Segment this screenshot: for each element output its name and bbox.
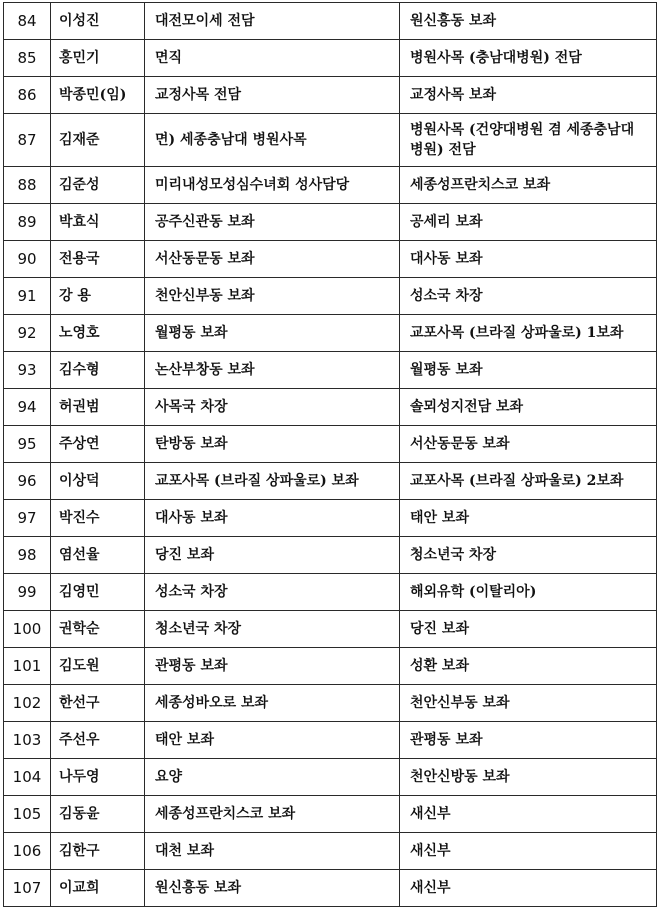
new-assignment: 관평동 보좌	[400, 722, 657, 759]
previous-assignment: 면) 세종충남대 병원사목	[145, 114, 400, 167]
new-assignment: 성소국 차장	[400, 278, 657, 315]
priest-name: 이교희	[51, 870, 145, 907]
row-number: 99	[4, 574, 51, 611]
previous-assignment: 대전모이세 전담	[145, 3, 400, 40]
row-number: 87	[4, 114, 51, 167]
priest-name: 박종민(임)	[51, 77, 145, 114]
new-assignment: 교포사목 (브라질 상파울로) 2보좌	[400, 463, 657, 500]
row-number: 91	[4, 278, 51, 315]
row-number: 86	[4, 77, 51, 114]
new-assignment: 새신부	[400, 796, 657, 833]
priest-name: 박효식	[51, 204, 145, 241]
previous-assignment: 대사동 보좌	[145, 500, 400, 537]
row-number: 85	[4, 40, 51, 77]
previous-assignment: 당진 보좌	[145, 537, 400, 574]
previous-assignment: 관평동 보좌	[145, 648, 400, 685]
row-number: 100	[4, 611, 51, 648]
row-number: 93	[4, 352, 51, 389]
priest-name: 이상덕	[51, 463, 145, 500]
table-row	[4, 722, 657, 759]
priest-name: 한선구	[51, 685, 145, 722]
new-assignment: 천안신부동 보좌	[400, 685, 657, 722]
table-row	[4, 315, 657, 352]
row-number: 92	[4, 315, 51, 352]
priest-name: 노영호	[51, 315, 145, 352]
row-number: 105	[4, 796, 51, 833]
previous-assignment: 대천 보좌	[145, 833, 400, 870]
priest-name: 권학순	[51, 611, 145, 648]
table-row	[4, 241, 657, 278]
row-number: 106	[4, 833, 51, 870]
priest-name: 주상연	[51, 426, 145, 463]
priest-name: 박진수	[51, 500, 145, 537]
table-row	[4, 3, 657, 40]
new-assignment: 성환 보좌	[400, 648, 657, 685]
row-number: 97	[4, 500, 51, 537]
priest-name: 김도원	[51, 648, 145, 685]
previous-assignment: 세종성바오로 보좌	[145, 685, 400, 722]
row-number: 94	[4, 389, 51, 426]
priest-name: 홍민기	[51, 40, 145, 77]
new-assignment: 태안 보좌	[400, 500, 657, 537]
previous-assignment: 논산부창동 보좌	[145, 352, 400, 389]
previous-assignment: 서산동문동 보좌	[145, 241, 400, 278]
table-row	[4, 463, 657, 500]
new-assignment: 새신부	[400, 870, 657, 907]
previous-assignment: 교포사목 (브라질 상파울로) 보좌	[145, 463, 400, 500]
previous-assignment: 면직	[145, 40, 400, 77]
new-assignment: 해외유학 (이탈리아)	[400, 574, 657, 611]
priest-name: 허권범	[51, 389, 145, 426]
previous-assignment: 세종성프란치스코 보좌	[145, 796, 400, 833]
previous-assignment: 성소국 차장	[145, 574, 400, 611]
table-row	[4, 114, 657, 167]
priest-name: 김재준	[51, 114, 145, 167]
table-row	[4, 204, 657, 241]
new-assignment: 청소년국 차장	[400, 537, 657, 574]
priest-name: 전용국	[51, 241, 145, 278]
table-row	[4, 537, 657, 574]
previous-assignment: 태안 보좌	[145, 722, 400, 759]
priest-name: 이성진	[51, 3, 145, 40]
new-assignment: 당진 보좌	[400, 611, 657, 648]
table-row	[4, 648, 657, 685]
previous-assignment: 미리내성모성심수녀회 성사담당	[145, 167, 400, 204]
table-row	[4, 870, 657, 907]
table-row	[4, 574, 657, 611]
new-assignment: 병원사목 (건양대병원 겸 세종충남대 병원) 전담	[400, 114, 657, 167]
table-row	[4, 500, 657, 537]
previous-assignment: 원신흥동 보좌	[145, 870, 400, 907]
new-assignment: 서산동문동 보좌	[400, 426, 657, 463]
table-row	[4, 426, 657, 463]
row-number: 96	[4, 463, 51, 500]
priest-name: 염선율	[51, 537, 145, 574]
new-assignment: 교포사목 (브라질 상파울로) 1보좌	[400, 315, 657, 352]
priest-name: 강 용	[51, 278, 145, 315]
priest-name: 김영민	[51, 574, 145, 611]
previous-assignment: 요양	[145, 759, 400, 796]
table-row	[4, 352, 657, 389]
row-number: 84	[4, 3, 51, 40]
priest-name: 나두영	[51, 759, 145, 796]
row-number: 104	[4, 759, 51, 796]
previous-assignment: 천안신부동 보좌	[145, 278, 400, 315]
priest-name: 김한구	[51, 833, 145, 870]
table-row	[4, 389, 657, 426]
new-assignment: 천안신방동 보좌	[400, 759, 657, 796]
previous-assignment: 공주신관동 보좌	[145, 204, 400, 241]
table-row	[4, 685, 657, 722]
table-row	[4, 759, 657, 796]
row-number: 89	[4, 204, 51, 241]
priest-name: 김동윤	[51, 796, 145, 833]
table-row	[4, 611, 657, 648]
new-assignment: 원신흥동 보좌	[400, 3, 657, 40]
previous-assignment: 교정사목 전담	[145, 77, 400, 114]
previous-assignment: 사목국 차장	[145, 389, 400, 426]
row-number: 102	[4, 685, 51, 722]
previous-assignment: 월평동 보좌	[145, 315, 400, 352]
row-number: 98	[4, 537, 51, 574]
previous-assignment: 탄방동 보좌	[145, 426, 400, 463]
row-number: 95	[4, 426, 51, 463]
row-number: 88	[4, 167, 51, 204]
new-assignment: 월평동 보좌	[400, 352, 657, 389]
table-row	[4, 40, 657, 77]
row-number: 103	[4, 722, 51, 759]
priest-name: 김수형	[51, 352, 145, 389]
priest-name: 주선우	[51, 722, 145, 759]
row-number: 101	[4, 648, 51, 685]
previous-assignment: 청소년국 차장	[145, 611, 400, 648]
new-assignment: 대사동 보좌	[400, 241, 657, 278]
table-row	[4, 796, 657, 833]
table-row	[4, 167, 657, 204]
table-body	[4, 3, 657, 907]
priest-name: 김준성	[51, 167, 145, 204]
new-assignment: 교정사목 보좌	[400, 77, 657, 114]
row-number: 107	[4, 870, 51, 907]
new-assignment: 새신부	[400, 833, 657, 870]
assignment-table	[3, 2, 657, 907]
new-assignment: 공세리 보좌	[400, 204, 657, 241]
table-row	[4, 77, 657, 114]
new-assignment: 솔뫼성지전담 보좌	[400, 389, 657, 426]
table-row	[4, 833, 657, 870]
new-assignment: 병원사목 (충남대병원) 전담	[400, 40, 657, 77]
new-assignment: 세종성프란치스코 보좌	[400, 167, 657, 204]
table-row	[4, 278, 657, 315]
row-number: 90	[4, 241, 51, 278]
